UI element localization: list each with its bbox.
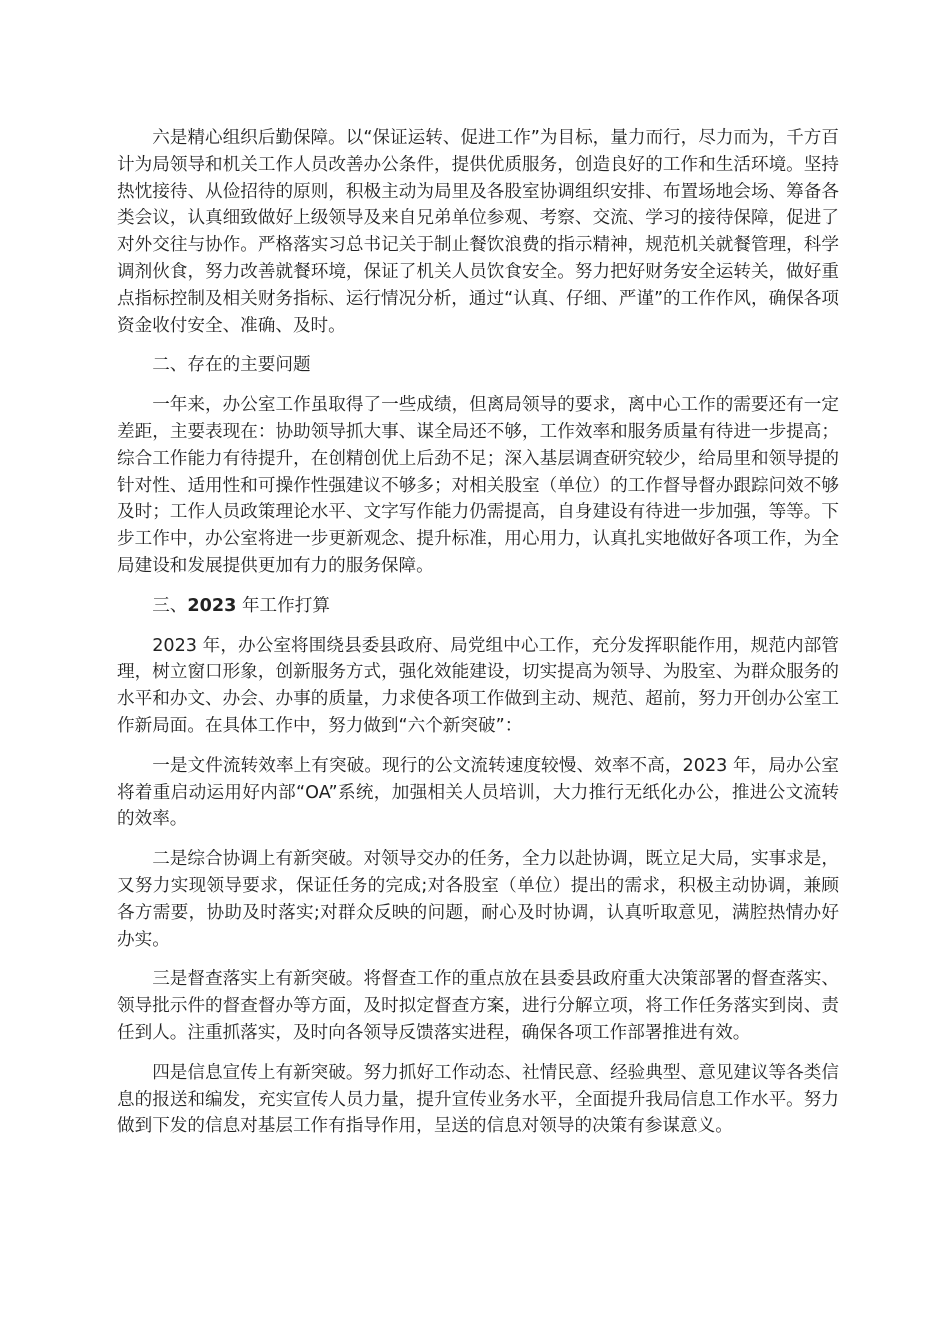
heading-work-plan-suffix: 年工作打算 — [236, 595, 330, 616]
heading-main-problems: 二、存在的主要问题 — [152, 355, 311, 376]
document-body — [117, 125, 839, 1153]
paragraph-plan-intro: 2023 年，办公室将围绕县委县政府、局党组中心工作，充分发挥职能作用，规范内部管理，树立窗口形象，创新服务方式，强化效能建设，切实提高为领导、为股室、为群众服务的水平和办文、办会、办事的质量，力求使各项工作做到主动、规范、超前，努力开创办公室工作新局面。在具体工作中，努力做到“六个新突破”： — [117, 635, 839, 736]
heading-work-plan-year: 2023 — [187, 595, 237, 616]
heading-work-plan — [117, 593, 839, 620]
paragraph-problems: 一年来，办公室工作虽取得了一些成绩，但离局领导的要求，离中心工作的需要还有一定差距，主要表现在：协助领导抓大事、谋全局还不够，工作效率和服务质量有待进一步提高；综合工作能力有待提升，在创精创优上后劲不足；深入基层调查研究较少，给局里和领导提的针对性、适用性和可操作性强建议不够多；对相关股室（单位）的工作督导督办跟踪问效不够及时；工作人员政策理论水平、文字写作能力仍需提高，自身建设有待进一步加强，等等。下步工作中，办公室将进一步更新观念、提升标准，用心用力，认真扎实地做好各项工作，为全局建设和发展提供更加有力的服务保障。 — [117, 395, 839, 576]
paragraph-document-flow: 一是文件流转效率上有突破。现行的公文流转速度较慢、效率不高，2023 年，局办公室将着重启动运用好内部“OA”系统，加强相关人员培训，大力推行无纸化办公，推进公文流转的效率。 — [117, 755, 839, 830]
heading-work-plan-prefix: 三、 — [152, 595, 188, 616]
paragraph-supervision: 三是督查落实上有新突破。将督查工作的重点放在县委县政府重大决策部署的督查落实、领导批示件的督查督办等方面，及时拟定督查方案，进行分解立项，将工作任务落实到岗、责任到人。注重抓落实，及时向各领导反馈落实进程，确保各项工作部署推进有效。 — [117, 969, 839, 1043]
paragraph-information: 四是信息宣传上有新突破。努力抓好工作动态、社情民意、经验典型、意见建议等各类信息的报送和编发，充实宣传人员力量，提升宣传业务水平，全面提升我局信息工作水平。努力做到下发的信息对基层工作有指导作用，呈送的信息对领导的决策有参谋意义。 — [117, 1062, 839, 1137]
paragraph-coordination: 二是综合协调上有新突破。对领导交办的任务，全力以赴协调，既立足大局，实事求是，又努力实现领导要求，保证任务的完成;对各股室（单位）提出的需求，积极主动协调，兼顾各方需要，协助及时落实;对群众反映的问题，耐心及时协调，认真听取意见，满腔热情办好办实。 — [117, 849, 839, 950]
paragraph-logistics: 六是精心组织后勤保障。以“保证运转、促进工作”为目标，量力而行，尽力而为，千方百计为局领导和机关工作人员改善办公条件，提供优质服务，创造良好的工作和生活环境。坚持热忱接待、从俭招待的原则，积极主动为局里及各股室协调组织安排、布置场地会场、筹备各类会议，认真细致做好上级领导及来自兄弟单位参观、考察、交流、学习的接待保障，促进了对外交往与协作。严格落实习总书记关于制止餐饮浪费的指示精神，规范机关就餐管理，科学调剂伙食，努力改善就餐环境，保证了机关人员饮食安全。努力把好财务安全运转关，做好重点指标控制及相关财务指标、运行情况分析，通过“认真、仔细、严谨”的工作作风，确保各项资金收付安全、准确、及时。 — [117, 128, 839, 336]
